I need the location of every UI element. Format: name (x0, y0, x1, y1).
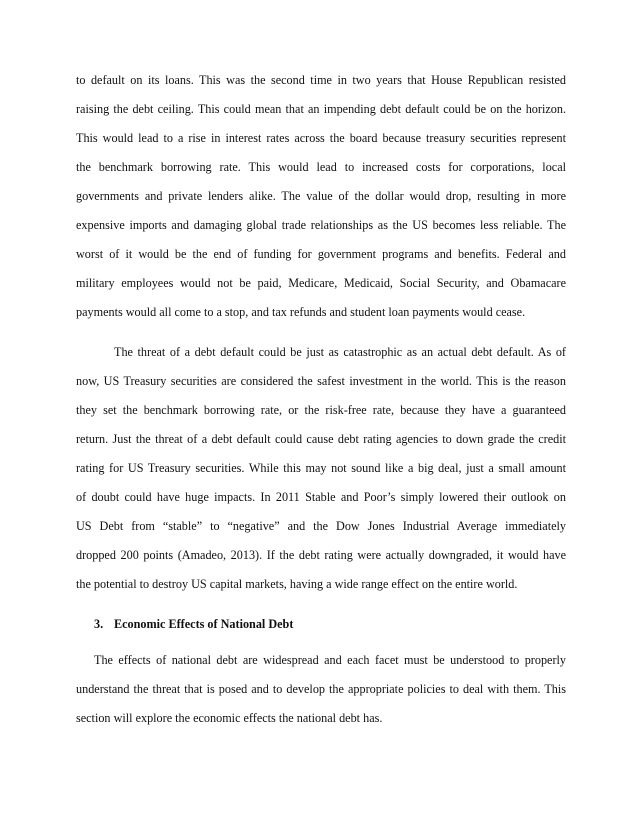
paragraph-1-line-2: raising the debt ceiling. This could mean that an impending debt default could be on the horizon. (76, 102, 566, 116)
paragraph-2-line-6: of doubt could have huge impacts. In 2011 Stable and Poor’s simply lowered their outlook on (76, 490, 566, 504)
section-number: 3. (94, 617, 104, 631)
paragraph-2-line-5: rating for US Treasury securities. While this may not sound like a big deal, just a small amount (76, 461, 566, 475)
paragraph-1-line-5: governments and private lenders alike. The value of the dollar would drop, resulting in more (76, 189, 566, 203)
paragraph-2-line-3: they set the benchmark borrowing rate, or the risk-free rate, because they have a guaranteed (76, 403, 566, 417)
paragraph-3-line-2: understand the threat that is posed and to develop the appropriate policies to deal with them. This (76, 682, 566, 696)
paragraph-1-line-6: expensive imports and damaging global trade relationships as the US becomes less reliable. The (76, 218, 566, 232)
section-title: Economic Effects of National Debt (114, 617, 294, 631)
paragraph-1-line-4: the benchmark borrowing rate. This would lead to increased costs for corporations, local (76, 160, 566, 174)
paragraph-2-line-9: the potential to destroy US capital markets, having a wide range effect on the entire world. (76, 577, 518, 591)
paragraph-2-line-8: dropped 200 points (Amadeo, 2013). If the debt rating were actually downgraded, it would have (76, 548, 566, 562)
paragraph-2-line-7: US Debt from “stable” to “negative” and the Dow Jones Industrial Average immediately (76, 519, 566, 533)
paragraph-2-line-4: return. Just the threat of a debt default could cause debt rating agencies to down grade the credit (76, 432, 566, 446)
paragraph-3-line-1: The effects of national debt are widespread and each facet must be understood to properly (94, 653, 566, 667)
section-heading (94, 616, 293, 632)
paragraph-1-line-1: to default on its loans. This was the second time in two years that House Republican resisted (76, 73, 566, 87)
paragraph-2-line-1: The threat of a debt default could be just as catastrophic as an actual debt default. As of (114, 345, 566, 359)
paragraph-1-line-8: military employees would not be paid, Medicare, Medicaid, Social Security, and Obamacare (76, 276, 566, 290)
paragraph-1-line-9: payments would all come to a stop, and tax refunds and student loan payments would cease. (76, 305, 526, 319)
paragraph-1-line-3: This would lead to a rise in interest rates across the board because treasury securities represent (76, 131, 566, 145)
paragraph-1-line-7: worst of it would be the end of funding for government programs and benefits. Federal and (76, 247, 566, 261)
paragraph-2-line-2: now, US Treasury securities are considered the safest investment in the world. This is the reason (76, 374, 566, 388)
paragraph-3-line-3: section will explore the economic effects the national debt has. (76, 711, 383, 725)
